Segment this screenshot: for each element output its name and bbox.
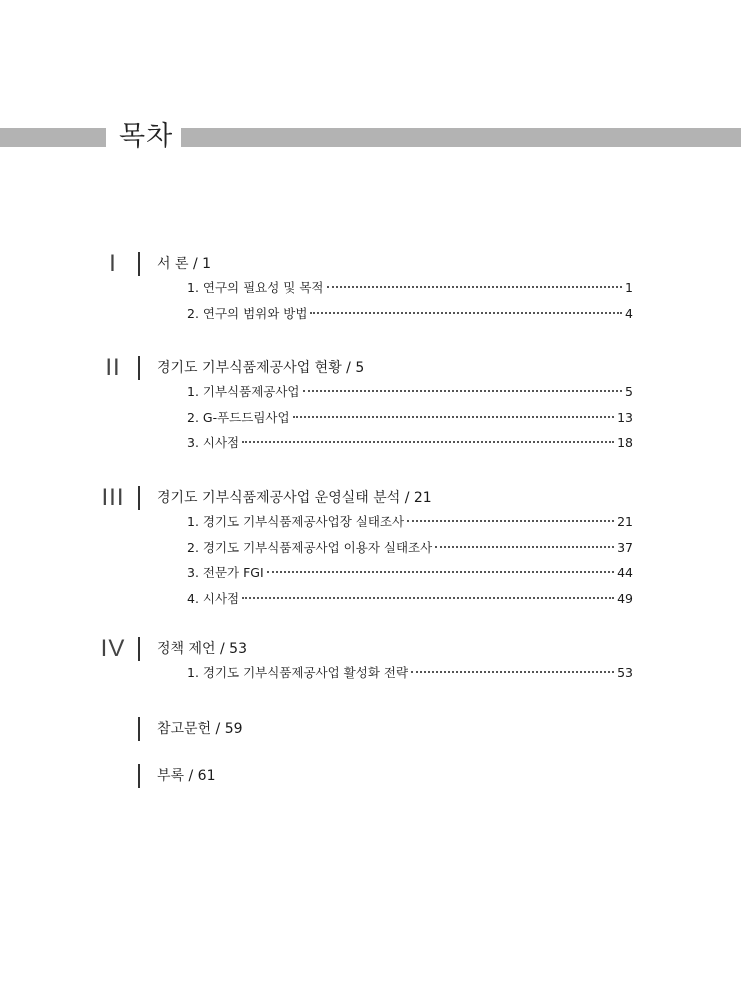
toc-entry[interactable]: [187, 305, 633, 331]
entry-label: 2. G-푸드드림사업: [187, 409, 290, 425]
dot-leader: [303, 390, 623, 392]
toc-entry[interactable]: [187, 513, 633, 539]
section-list: [187, 513, 633, 615]
dot-leader: [310, 312, 622, 314]
chapter-title[interactable]: 경기도 기부식품제공사업 현황 / 5: [157, 360, 365, 376]
section-list: [187, 383, 633, 460]
entry-label: 1. 경기도 기부식품제공사업장 실태조사: [187, 514, 405, 529]
entry-page: 13: [617, 409, 633, 425]
chapter-title[interactable]: 경기도 기부식품제공사업 운영실태 분석 / 21: [157, 490, 432, 506]
entry-label: 1. 경기도 기부식품제공사업 활성화 전략: [187, 665, 409, 680]
toc-entry[interactable]: [187, 409, 633, 435]
entry-page: 37: [617, 539, 633, 555]
chapter-divider: [138, 764, 140, 788]
toc-entry[interactable]: [187, 590, 633, 616]
entry-page: 21: [617, 514, 633, 529]
chapter-divider: [138, 486, 140, 510]
dot-leader: [242, 597, 614, 599]
entry-label: 3. 시사점: [187, 435, 240, 450]
entry-page: 4: [625, 305, 633, 321]
section-list: [187, 279, 633, 330]
entry-label: 2. 경기도 기부식품제공사업 이용자 실태조사: [187, 539, 433, 555]
dot-leader: [293, 416, 615, 418]
chapter-title[interactable]: 참고문헌 / 59: [157, 721, 243, 737]
chapter-divider: [138, 717, 140, 741]
entry-page: 53: [617, 665, 633, 680]
page-title: 목차: [119, 121, 174, 152]
chapter-number: III: [101, 484, 125, 511]
dot-leader: [407, 520, 614, 522]
dot-leader: [242, 441, 614, 443]
entry-label: 1. 연구의 필요성 및 목적: [187, 280, 324, 295]
toc-entry[interactable]: [187, 434, 633, 460]
chapter-divider: [138, 252, 140, 276]
entry-page: 5: [625, 384, 633, 399]
entry-page: 49: [617, 590, 633, 606]
toc-entry[interactable]: [187, 279, 633, 305]
chapter-number: I: [109, 250, 117, 277]
entry-page: 18: [617, 435, 633, 450]
chapter-number: II: [105, 354, 121, 381]
entry-label: 4. 시사점: [187, 590, 240, 606]
entry-label: 3. 전문가 FGI: [187, 565, 264, 580]
dot-leader: [327, 286, 623, 288]
entry-label: 2. 연구의 범위와 방법: [187, 305, 308, 321]
dot-leader: [435, 546, 614, 548]
entry-page: 1: [625, 280, 633, 295]
chapter-number: IV: [100, 635, 126, 662]
chapter-divider: [138, 637, 140, 661]
title-bar-right: [181, 128, 741, 147]
chapter-divider: [138, 356, 140, 380]
dot-leader: [267, 571, 614, 573]
chapter-title[interactable]: 부록 / 61: [157, 768, 216, 784]
toc-entry[interactable]: [187, 664, 633, 690]
toc-entry[interactable]: [187, 539, 633, 565]
entry-label: 1. 기부식품제공사업: [187, 384, 300, 399]
section-list: [187, 664, 633, 690]
toc-entry[interactable]: [187, 383, 633, 409]
chapter-title[interactable]: 서 론 / 1: [157, 256, 212, 272]
title-bar-left: [0, 128, 106, 147]
entry-page: 44: [617, 565, 633, 580]
dot-leader: [411, 671, 614, 673]
toc-entry[interactable]: [187, 564, 633, 590]
chapter-title[interactable]: 정책 제언 / 53: [157, 641, 247, 657]
